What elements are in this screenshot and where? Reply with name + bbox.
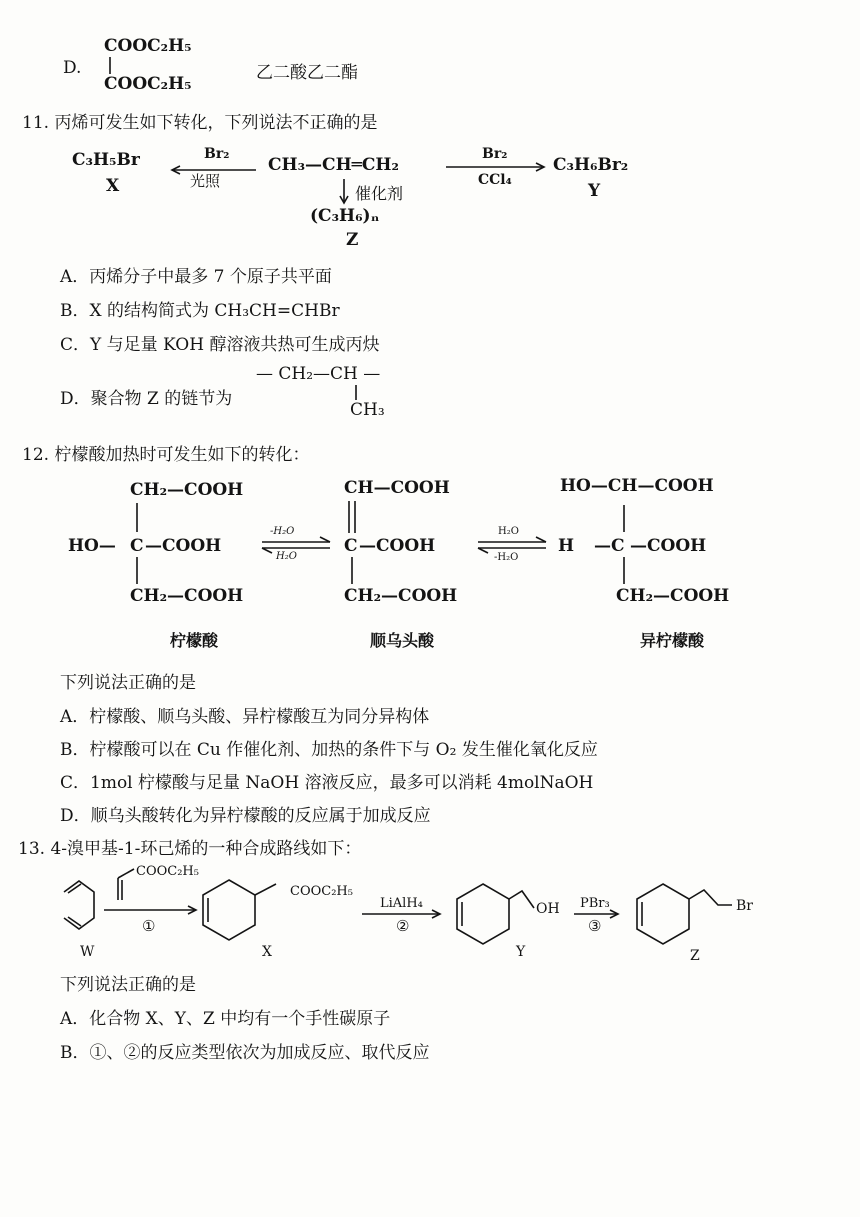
q11-z-formula: (C₃H₆)ₙ — [310, 206, 380, 226]
q12-isocitric-h: H — [558, 536, 575, 556]
q12-isocitric-c: —C — [594, 536, 625, 556]
q12-stem-text: 柠檬酸加热时可发生如下的转化： — [54, 445, 310, 465]
q12-aconitic-mid: —COOH — [359, 536, 436, 556]
q11-option-c: C．Y 与足量 KOH 醇溶液共热可生成丙炔 — [60, 335, 380, 355]
q13-step3: ③ — [588, 917, 602, 935]
q11-unit-main: — CH₂—CH — — [256, 364, 381, 384]
q11-option-b: B．X 的结构简式为 CH₃CH=CHBr — [60, 301, 340, 321]
q12-option-d: D．顺乌头酸转化为异柠檬酸的反应属于加成反应 — [60, 806, 431, 826]
q13-x-sub-bond — [255, 884, 276, 895]
q13-number: 13. — [18, 839, 46, 859]
q11-number: 11. — [22, 113, 50, 133]
q12-aconitic-c: C — [344, 536, 358, 556]
q11-arrow-right-top: Br₂ — [482, 146, 508, 162]
q13-z-sub-bond — [689, 890, 732, 905]
q11-x-label: X — [106, 176, 120, 196]
q12-aconitic-name: 顺乌头酸 — [370, 631, 435, 650]
q11-catalyst: 催化剂 — [355, 184, 404, 203]
q13-x-sub: COOC₂H₅ — [290, 884, 353, 899]
q13-stem-text: 4-溴甲基-1-环己烯的一种合成路线如下： — [50, 839, 362, 859]
q13-option-a: A．化合物 X、Y、Z 中均有一个手性碳原子 — [60, 1009, 391, 1029]
q12-citric-top: CH₂—COOH — [130, 480, 244, 500]
q11-arrow-left-top: Br₂ — [204, 146, 230, 162]
q12-citric-mid: —COOH — [145, 536, 222, 556]
q10-name: 乙二酸乙二酯 — [256, 63, 358, 83]
q13-option-b: B．①、②的反应类型依次为加成反应、取代反应 — [60, 1043, 430, 1063]
q13-y-label: Y — [516, 944, 526, 960]
q13-reagent1: COOC₂H₅ — [136, 864, 199, 879]
q12-option-a: A．柠檬酸、顺乌头酸、异柠檬酸互为同分异构体 — [60, 707, 430, 727]
q12-number: 12. — [22, 445, 50, 465]
q12-option-c: C．1mol 柠檬酸与足量 NaOH 溶液反应，最多可以消耗 4molNaOH — [60, 773, 594, 793]
q13-x-label: X — [262, 944, 272, 960]
q12-aconitic-top: CH—COOH — [344, 478, 450, 498]
q12-citric-c: C — [130, 536, 144, 556]
q12-isocitric-mid: —COOH — [630, 536, 707, 556]
q11-unit-branch: CH₃ — [350, 400, 385, 420]
q12-isocitric-name: 异柠檬酸 — [640, 631, 705, 650]
q13-y-sub: OH — [536, 901, 560, 917]
q11-arrow-left-bottom: 光照 — [190, 172, 221, 190]
q12-citric-bottom: CH₂—COOH — [130, 586, 244, 606]
q13-step2: ② — [396, 917, 410, 935]
q13-prompt: 下列说法正确的是 — [60, 975, 196, 995]
q13-y-sub-bond — [509, 891, 534, 908]
q13-reagent3: PBr₃ — [580, 896, 610, 911]
q13-w-label: W — [80, 944, 95, 960]
q12-arrow1-bottom: H₂O — [276, 551, 297, 562]
q13-y-ring — [457, 884, 509, 944]
q12-option-b: B．柠檬酸可以在 Cu 作催化剂、加热的条件下与 O₂ 发生催化氧化反应 — [60, 740, 598, 760]
q13-z-label: Z — [690, 948, 700, 964]
q12-arrow2-bottom: -H₂O — [494, 552, 519, 563]
q11-z-label: Z — [346, 230, 359, 250]
q11-stem-post: 的是 — [343, 113, 378, 133]
q11-y-formula: C₃H₆Br₂ — [553, 155, 629, 175]
q10-option-d-letter: D. — [63, 58, 82, 78]
q13-step1: ① — [142, 917, 156, 935]
q12-isocitric-top: HO—CH—COOH — [560, 476, 714, 496]
q11-stem-emph: 不正确 — [292, 113, 344, 133]
q13-x-ring — [203, 880, 255, 940]
q12-aconitic-bottom: CH₂—COOH — [344, 586, 458, 606]
q12-citric-ho: HO— — [68, 536, 116, 556]
q13-w-skeleton — [64, 881, 94, 929]
q12-isocitric-bottom: CH₂—COOH — [616, 586, 730, 606]
q11-option-a: A．丙烯分子中最多 7 个原子共平面 — [60, 267, 332, 287]
q13-z-ring — [637, 884, 689, 944]
q11-y-label: Y — [588, 181, 601, 201]
q12-citric-name: 柠檬酸 — [170, 631, 219, 650]
q11-arrow-right-bottom: CCl₄ — [478, 172, 512, 188]
q10-formula-bottom: COOC₂H₅ — [104, 74, 192, 94]
q11-propene: CH₃—CH═CH₂ — [268, 155, 399, 175]
q12-arrow1-top: -H₂O — [270, 526, 295, 537]
q12-arrow2-top: H₂O — [498, 526, 519, 537]
q13-reagent2: LiAlH₄ — [380, 896, 423, 911]
q12-prompt: 下列说法正确的是 — [60, 673, 196, 693]
q11-x-formula: C₃H₅Br — [72, 150, 140, 170]
q10-formula-top: COOC₂H₅ — [104, 36, 192, 56]
q11-stem-pre: 丙烯可发生如下转化，下列说法 — [54, 113, 293, 133]
q13-z-sub: Br — [736, 898, 753, 914]
q11-option-d: D．聚合物 Z 的链节为 — [60, 389, 233, 409]
q13-reagent-link — [118, 869, 134, 878]
